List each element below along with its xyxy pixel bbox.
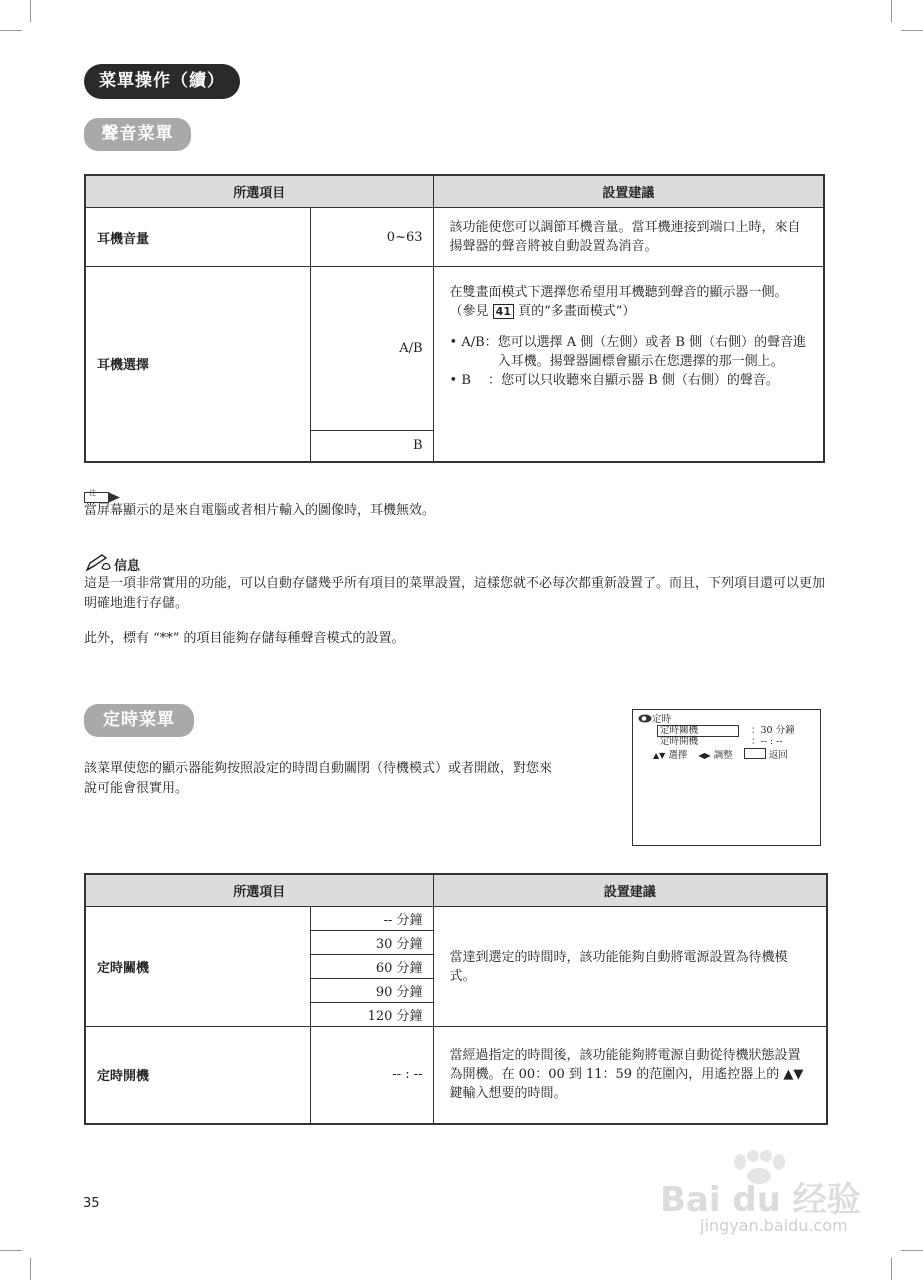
clock-icon (638, 714, 652, 723)
note-text: 當屏幕顯示的是來自電腦或者相片輸入的圖像時，耳機無效。 (84, 503, 436, 518)
bullet-text: 您可以選擇 A 側（左側）或者 B 側（右側）的聲音進入耳機。揚聲器圖標會顯示在您選擇的那一側上。 (497, 335, 807, 369)
row-value-b: B (310, 431, 433, 462)
row-label-timer-on: 定時開機 (85, 1027, 310, 1124)
back-button-icon (744, 748, 766, 759)
crop-mark (901, 30, 923, 31)
row-value-ab: A/B (310, 267, 433, 431)
osd-hint-select: 選擇 (668, 750, 688, 761)
bullet-text: 您可以只收聽來自顯示器 B 側（右側）的聲音。 (501, 373, 779, 388)
osd-hints (653, 748, 788, 761)
osd-hint-back: 返回 (768, 750, 788, 761)
row-desc-headphone-volume: 該功能使您可以調節耳機音量。當耳機連接到端口上時，來自揚聲器的聲音將被自動設置為消音。 (433, 208, 824, 267)
osd-title-row (638, 714, 671, 725)
table-row (85, 208, 824, 267)
timer-off-option: 30 分鐘 (310, 931, 433, 955)
pencil-icon (84, 554, 112, 576)
table-row (85, 1027, 827, 1124)
info-paragraph-2: 此外，標有 “**” 的項目能夠存儲每種聲音模式的設置。 (84, 631, 405, 646)
timer-menu-intro: 該菜單使您的顯示器能夠按照設定的時間自動關閉（待機模式）或者開啟，對您來說可能會很實用。 (84, 761, 553, 796)
crop-mark (0, 1250, 22, 1251)
osd-item-label: 定時開機 (660, 736, 699, 747)
row-value-timer-on: -- : -- (310, 1027, 433, 1124)
info-paragraph: 這是一項非常實用的功能，可以自動存儲幾乎所有項目的菜單設置，這樣您就不必每次都重新設置了。而且，下列項目還可以更加明確地進行存儲。 (84, 576, 826, 611)
timer-menu-heading: 定時菜單 (84, 704, 194, 737)
watermark-url: jingyan.baidu.com (700, 1216, 848, 1235)
col-header-advice: 設置建議 (433, 874, 827, 907)
timer-off-option: 60 分鐘 (310, 955, 433, 979)
table-row (85, 267, 824, 431)
table-row (85, 907, 827, 931)
crop-mark (30, 1258, 31, 1280)
row-desc-timer-off: 當達到選定的時間時，該功能能夠自動將電源設置為待機模式。 (433, 907, 827, 1027)
crop-mark (0, 30, 22, 31)
info-heading: 信息 (114, 559, 141, 574)
desc-line: 在雙畫面模式下選擇您希望用耳機聽到聲音的顯示器一側。 (449, 285, 788, 300)
up-down-arrow-icon: ▲▼ (653, 751, 666, 760)
timer-menu-table (84, 873, 828, 1125)
osd-screen (632, 709, 821, 846)
bullet-key: • A/B： (449, 335, 498, 350)
page-title: 菜單操作（續） (84, 64, 240, 99)
col-header-item: 所選項目 (85, 874, 433, 907)
row-desc-timer-on: 當經過指定的時間後，該功能能夠將電源自動從待機狀態設置為開機。在 00：00 到 11：59 的范圍內，用遙控器上的 ▲▼ 鍵輸入想要的時間。 (433, 1027, 827, 1124)
crop-mark (901, 1250, 923, 1251)
watermark-brand: Bai du 经验 (660, 1180, 861, 1220)
ref-close-text: 頁的“多畫面模式”） (518, 304, 636, 319)
col-header-advice: 設置建議 (433, 175, 824, 208)
left-right-arrow-icon: ◀▶ (698, 751, 711, 760)
ref-open-text: （參見 (449, 304, 489, 319)
timer-off-option: 90 分鐘 (310, 979, 433, 1003)
col-header-item: 所選項目 (85, 175, 433, 208)
crop-mark (30, 0, 31, 22)
row-value-headphone-volume: 0~63 (310, 208, 433, 267)
row-label-headphone-volume: 耳機音量 (85, 208, 310, 267)
osd-item-value: ：30 分鐘 (751, 725, 795, 736)
bullet-b (450, 371, 810, 390)
crop-mark (891, 0, 892, 22)
bullet-key: • B ： (449, 373, 502, 388)
row-desc-headphone-select (433, 267, 824, 462)
page-ref-box: 41 (493, 304, 514, 319)
sound-menu-table (84, 174, 825, 463)
osd-title: 定時 (652, 714, 672, 725)
bullet-ab (450, 333, 810, 371)
osd-hint-adjust: 調整 (713, 750, 733, 761)
osd-item-label: 定時關機 (660, 725, 699, 736)
osd-item-value: ：-- : -- (751, 736, 783, 747)
note-tag: 注 (89, 489, 96, 497)
page-number: 35 (83, 1196, 100, 1211)
timer-off-option: 120 分鐘 (310, 1003, 433, 1027)
page-reference (450, 302, 810, 321)
timer-off-option: -- 分鐘 (310, 907, 433, 931)
row-label-timer-off: 定時關機 (85, 907, 310, 1027)
crop-mark (891, 1258, 892, 1280)
row-label-headphone-select: 耳機選擇 (85, 267, 310, 462)
sound-menu-heading: 聲音菜單 (84, 118, 191, 151)
